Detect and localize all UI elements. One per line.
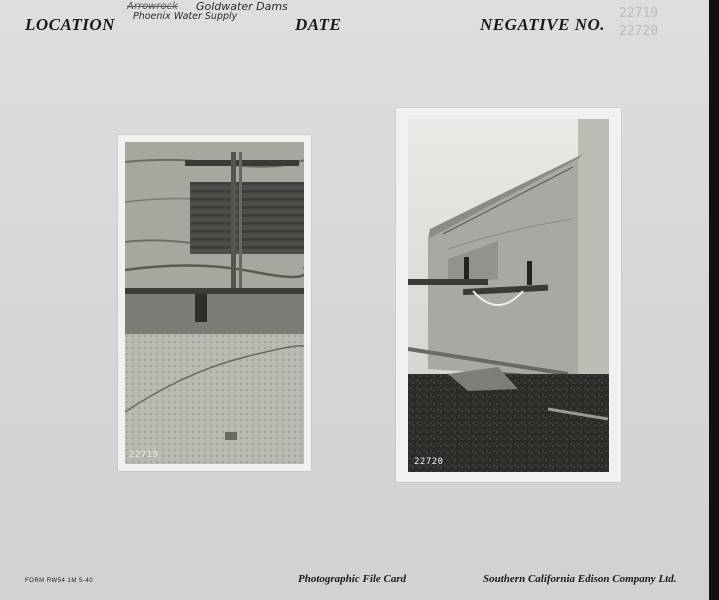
photo-mount-right bbox=[396, 108, 621, 482]
card-title: Photographic File Card bbox=[298, 573, 407, 585]
photo-image-right bbox=[408, 119, 609, 472]
negative-number-1: 22719 bbox=[619, 6, 659, 21]
photo-number-right: 22720 bbox=[414, 457, 444, 467]
location-label: LOCATION bbox=[25, 15, 115, 34]
photo-mount-left bbox=[118, 135, 311, 471]
negative-number-2: 22720 bbox=[619, 24, 659, 39]
company-name: Southern California Edison Company Ltd. bbox=[483, 573, 677, 585]
struck-location-text: Arrowrock bbox=[127, 1, 178, 12]
photo-number-left: 22719 bbox=[129, 450, 159, 460]
scan-edge bbox=[709, 0, 719, 600]
negative-number-label: NEGATIVE NO. bbox=[480, 15, 606, 34]
photo-image-left bbox=[125, 142, 304, 464]
date-label: DATE bbox=[295, 15, 342, 34]
location-value-line2: Phoenix Water Supply bbox=[133, 11, 238, 22]
dam-wall-photo-right bbox=[408, 119, 609, 472]
dam-wall-photo-left bbox=[125, 142, 304, 464]
form-code: FORM RW54 1M 5-40 bbox=[25, 578, 94, 584]
location-value-line1: Goldwater Dams bbox=[196, 0, 288, 13]
